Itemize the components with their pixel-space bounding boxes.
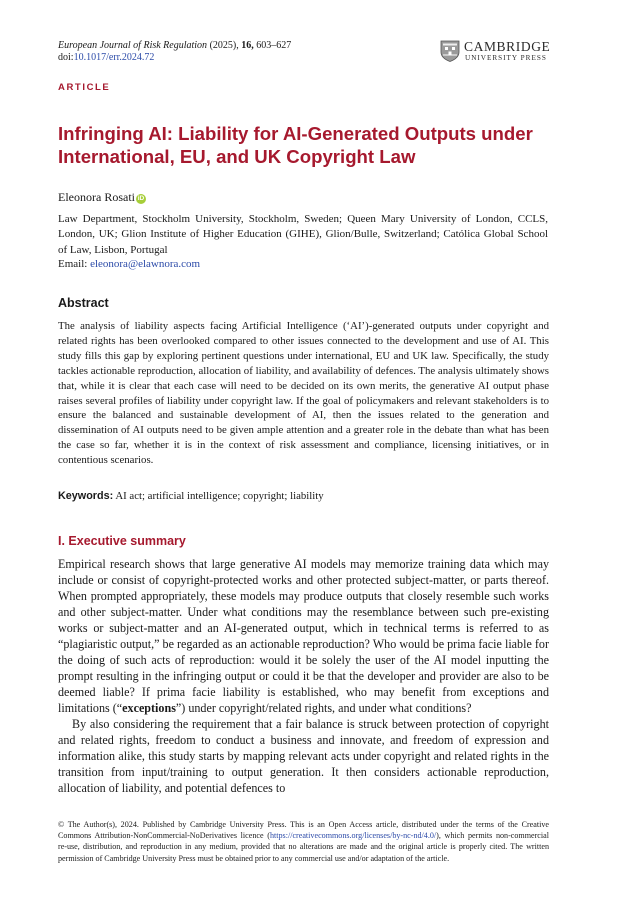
para1-text: Empirical research shows that large generative AI models may memorize training data which may include or consist of copyright-protected works and other protected subject-matter, or parts thereof. When prompted appropriately, these models may produce outputs that closely resemble such works and other subject-matter. Under what conditions may the resemblance between such pre-existing works or subject-matter and an AI-generated output, which in technical terms is referred to as “plagiaristic output,” be regarded as an actionable reproduction? Who would be prima facie liable for the doing of such acts of reproduction: would it be solely the user of the AI model inputting the prompt resulting in the infringing output or could it be that the developer and provider are also to be deemed liable? If prima facie liability is established, who may benefit from exceptions and limitations (“ xyxy=(58,557,549,715)
journal-volume: 16, xyxy=(241,40,254,51)
logo-press: UNIVERSITY PRESS xyxy=(465,54,547,62)
journal-year: (2025), xyxy=(209,40,239,51)
article-type-label: ARTICLE xyxy=(58,82,111,93)
section-heading: I. Executive summary xyxy=(58,534,186,548)
logo-name: CAMBRIDGE xyxy=(464,39,551,54)
journal-pages: 603–627 xyxy=(256,40,292,51)
keywords-text: AI act; artificial intelligence; copyright; liability xyxy=(115,490,324,502)
article-title: Infringing AI: Liability for AI-Generated Outputs under International, EU, and UK Copyright Law xyxy=(58,123,533,167)
license-link[interactable]: https://creativecommons.org/licenses/by-nc-nd/4.0/ xyxy=(269,831,437,841)
footnote-text-end: ), which permits non-commercial re-use, distribution, and reproduction in any medium, provided that no alterations are made and the original article is properly cited. The written permission of Cambridge University Press must be obtained prior to any commercial use and/or adaptation of the article. xyxy=(58,831,549,863)
email-line xyxy=(58,257,200,272)
cambridge-shield-icon xyxy=(440,40,460,62)
author-name: Eleonora Rosati xyxy=(58,190,135,204)
keywords-label: Keywords: xyxy=(58,490,114,502)
para1-bold-term: exceptions xyxy=(122,701,176,715)
doi-prefix: doi: xyxy=(58,52,74,63)
author-line xyxy=(58,190,146,204)
cambridge-logo[interactable] xyxy=(440,38,560,64)
doi-link[interactable]: 10.1017/err.2024.72 xyxy=(73,52,155,63)
orcid-icon[interactable]: iD xyxy=(137,195,145,202)
body-text xyxy=(58,556,549,796)
body-paragraph-1 xyxy=(58,556,549,716)
author-affiliation: Law Department, Stockholm University, Stockholm, Sweden; Queen Mary University of London, CCLS, London, UK; Glion Institute of Higher Education (GIHE), Glion/Bulle, Switzerland; Católica Global School of Law, Lisbon, Portugal xyxy=(58,213,548,256)
doi-line xyxy=(58,52,154,64)
abstract-text: The analysis of liability aspects facing Artificial Intelligence (‘AI’)-generated outputs under copyright and related rights has been overlooked compared to other issues connected to the development and use of AI. This study fills this gap by exploring pertinent questions under international, EU and UK law. Specifically, the study tackles actionable reproduction, allocation of liability, and availability of defences. The analysis ultimately shows that, while it is clear that each case will need to be decided on its own merits, the generative AI output phase raises several profiles of liability under copyright law. If the goal of policymakers and relevant stakeholders is to ensure the balanced and sustainable development of AI, then the issues related to the generation and dissemination of AI outputs need to be given ample attention and a greater role in the debate than what has been the case so far, whether it is in the context of risk assessment and compliance, licensing initiatives, or in contentious scenarios. xyxy=(58,320,549,467)
abstract-heading: Abstract xyxy=(58,296,109,310)
email-link[interactable]: eleonora@elawnora.com xyxy=(90,258,201,270)
copyright-footnote xyxy=(58,819,549,864)
keywords-line xyxy=(58,489,324,503)
footnote-text: © The Author(s), 2024. Published by Cambridge University Press. This is an Open Access article, distributed under the terms of the Creative Commons Attribution-NonCommercial-NoDerivatives licence ( xyxy=(58,820,549,841)
para1-text-end: ”) under copyright/related rights, and under what conditions? xyxy=(175,701,472,715)
email-label: Email: xyxy=(58,258,88,270)
journal-citation xyxy=(58,40,291,52)
body-paragraph-2: By also considering the requirement that a fair balance is struck between protection of copyright and related rights, freedom to conduct a business and innovate, and freedom of expression and information alike, this study starts by mapping relevant acts under copyright and related rights in the transition from input/training to output generation. It then considers actionable reproduction, allocation of liability, and potential defences to xyxy=(58,717,549,795)
journal-name: European Journal of Risk Regulation xyxy=(58,40,208,51)
